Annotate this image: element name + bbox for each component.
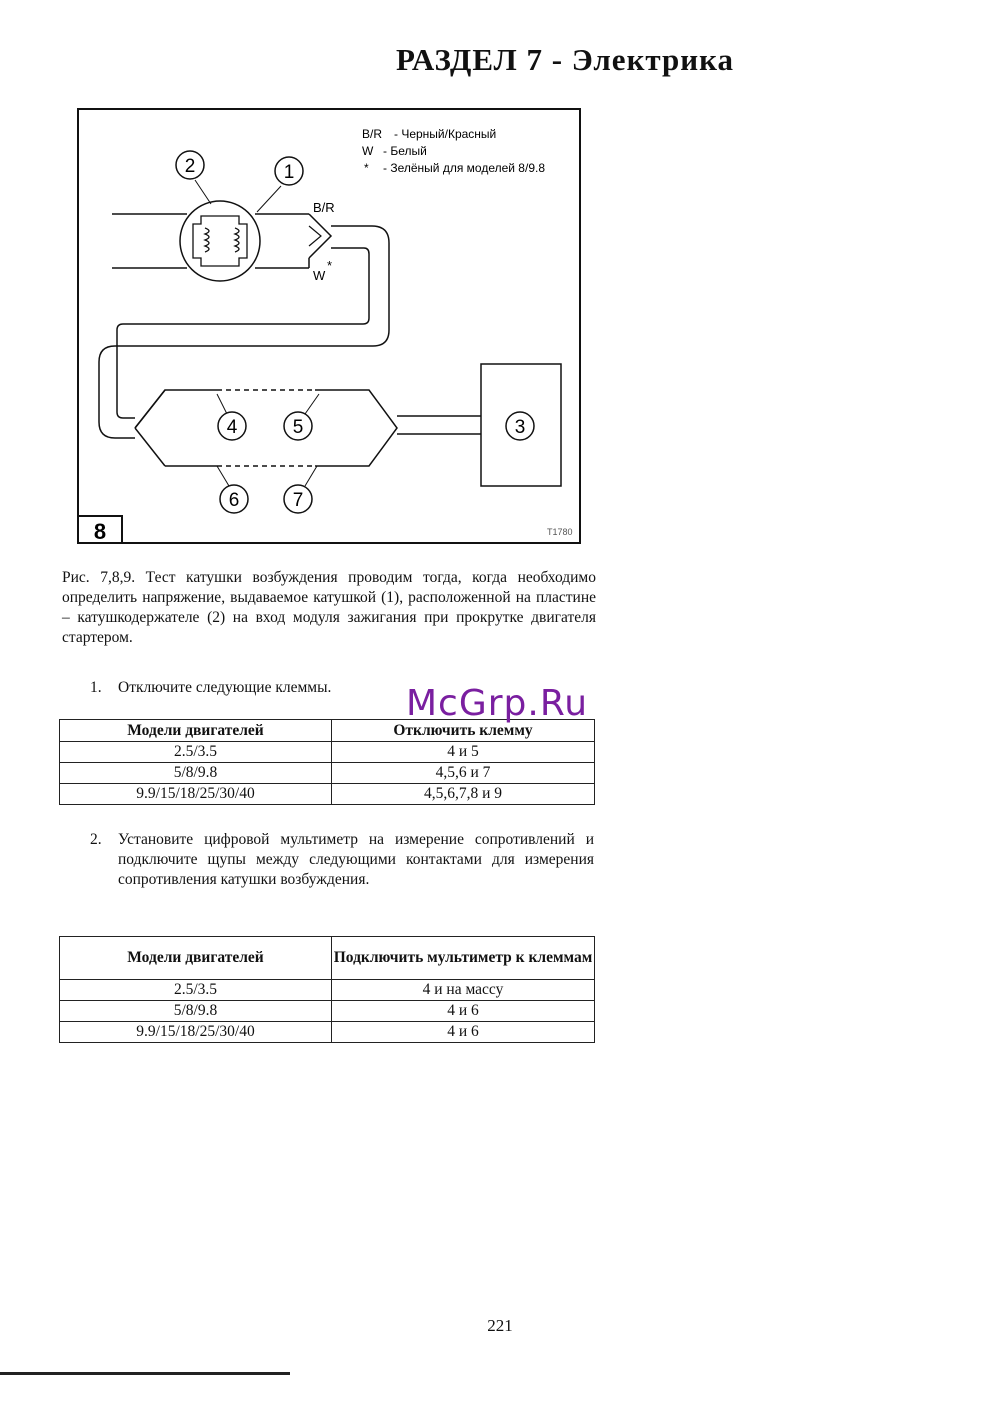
callout-5 bbox=[284, 412, 312, 440]
table2-cell: 5/8/9.8 bbox=[60, 1001, 332, 1022]
callout-4 bbox=[218, 412, 246, 440]
coil-circle bbox=[180, 201, 260, 281]
legend-code-star: * bbox=[364, 161, 369, 175]
terminal-block bbox=[135, 390, 397, 466]
disconnect-table bbox=[59, 719, 595, 805]
multimeter-table bbox=[59, 936, 595, 1043]
table2-header-connect: Подключить мультиметр к клеммам bbox=[332, 937, 595, 980]
table-row bbox=[60, 742, 595, 763]
table-row bbox=[60, 763, 595, 784]
callout-3 bbox=[506, 412, 534, 440]
callout-6 bbox=[220, 485, 248, 513]
callout-2 bbox=[176, 151, 204, 179]
coil-winding-left bbox=[205, 228, 209, 252]
table1-cell: 4 и 5 bbox=[332, 742, 595, 763]
reference-code: T1780 bbox=[547, 527, 573, 537]
legend-text-star: - Зелёный для моделей 8/9.8 bbox=[383, 161, 545, 175]
table2-cell: 9.9/15/18/25/30/40 bbox=[60, 1022, 332, 1043]
table1-cell: 9.9/15/18/25/30/40 bbox=[60, 784, 332, 805]
legend-text-w: - Белый bbox=[383, 144, 427, 158]
svg-text:7: 7 bbox=[292, 490, 304, 511]
figure-caption: Рис. 7,8,9. Тест катушки возбуждения проводим тогда, когда необходимо определить напряжение, выдаваемое катушкой (1), расположенной на пластине – катушкодержателе (2) на вход модуля зажигания при прокрутке двигателя стартером. bbox=[62, 569, 596, 646]
svg-text:5: 5 bbox=[292, 417, 304, 438]
figure-number: 8 bbox=[93, 519, 107, 544]
table2-header-models: Модели двигателей bbox=[60, 937, 332, 980]
title-dash: - bbox=[551, 42, 564, 77]
svg-text:6: 6 bbox=[228, 490, 240, 511]
legend-code-br: B/R bbox=[362, 127, 383, 141]
step-1-number: 1. bbox=[90, 679, 102, 696]
table-row bbox=[60, 784, 595, 805]
table2-cell: 2.5/3.5 bbox=[60, 980, 332, 1001]
step-1-text: Отключите следующие клеммы. bbox=[118, 679, 332, 696]
table2-cell: 4 и 6 bbox=[332, 1022, 595, 1043]
callout-7 bbox=[284, 485, 312, 513]
svg-text:1: 1 bbox=[283, 162, 295, 183]
coil-core bbox=[193, 216, 247, 266]
section-label: РАЗДЕЛ 7 bbox=[395, 42, 543, 77]
scan-edge-line bbox=[0, 1372, 290, 1375]
svg-text:2: 2 bbox=[184, 156, 196, 177]
table1-cell: 5/8/9.8 bbox=[60, 763, 332, 784]
legend-code-w: W bbox=[362, 144, 374, 158]
table-row bbox=[60, 1001, 595, 1022]
table2-cell: 4 и 6 bbox=[332, 1001, 595, 1022]
table-row bbox=[60, 980, 595, 1001]
page-title bbox=[0, 42, 1000, 78]
table1-cell: 2.5/3.5 bbox=[60, 742, 332, 763]
legend-text-br: - Черный/Красный bbox=[394, 127, 497, 141]
table1-header-terminal: Отключить клемму bbox=[332, 720, 595, 742]
wire-label-br: B/R bbox=[313, 200, 335, 215]
coil-winding-right bbox=[235, 228, 239, 252]
table1-cell: 4,5,6,7,8 и 9 bbox=[332, 784, 595, 805]
wiring-diagram bbox=[77, 108, 581, 544]
wire-label-w: W bbox=[313, 268, 326, 283]
step-2-text: Установите цифровой мультиметр на измерение сопротивлений и подключите щупы между следующими контактами для измерения сопротивления катушки возбуждения. bbox=[118, 831, 594, 888]
watermark: McGrp.Ru bbox=[406, 683, 589, 724]
svg-text:4: 4 bbox=[226, 417, 238, 438]
step-2-number: 2. bbox=[90, 831, 102, 848]
table1-cell: 4,5,6 и 7 bbox=[332, 763, 595, 784]
callout-1 bbox=[275, 157, 303, 185]
svg-text:3: 3 bbox=[514, 417, 526, 438]
table2-cell: 4 и на массу bbox=[332, 980, 595, 1001]
page-number: 221 bbox=[487, 1316, 513, 1335]
table-row bbox=[60, 1022, 595, 1043]
table1-header-models: Модели двигателей bbox=[60, 720, 332, 742]
wire-label-star: * bbox=[327, 258, 333, 273]
step-1 bbox=[90, 678, 331, 698]
section-topic: Электрика bbox=[571, 42, 735, 77]
step-2 bbox=[90, 830, 594, 888]
